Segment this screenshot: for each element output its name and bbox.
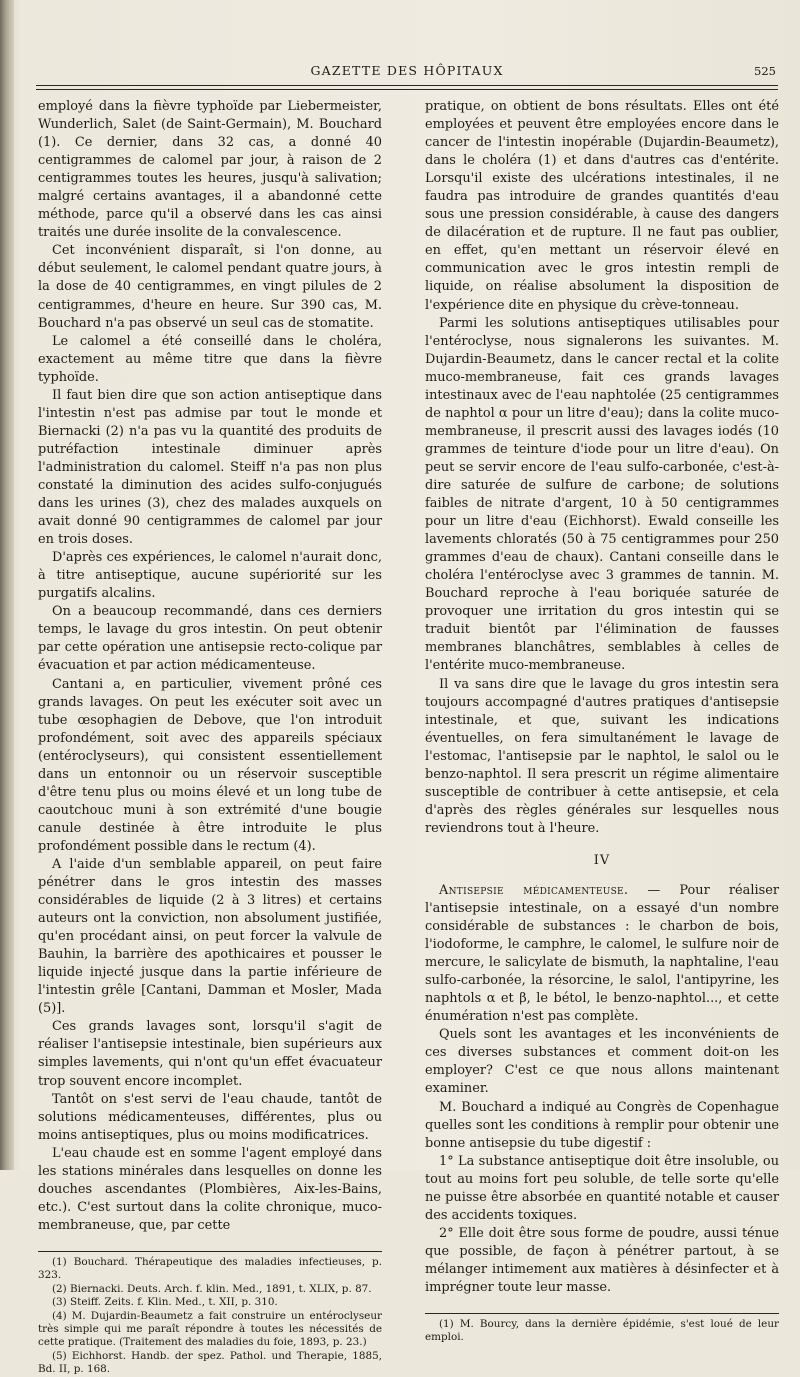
- paragraph: Parmi les solutions antiseptiques utilisables pour l'entéroclyse, nous signalerons les suivantes. M. Dujardin-Beaumetz, dans le cancer rectal et la colite muco-membraneuse, fait ces grands lavages intestinaux avec de l'eau naphtolée (25 centigrammes de naphtol α pour un litre d'eau); dans la colite muco-membraneuse, il prescrit aussi des lavages iodés (10 grammes de teinture d'iode pour un litre d'eau). On peut se servir encore de l'eau sulfo-carbonée, c'est-à-dire saturée de sulfure de carbone; de solutions faibles de nitrate d'argent, 10 à 50 centigrammes pour un litre d'eau (Eichhorst). Ewald conseille les lavements chloratés (50 à 75 centigrammes pour 250 grammes d'eau de chaux). Cantani conseille dans le choléra l'entéroclyse avec 3 grammes de tannin. M. Bouchard reproche à l'eau boriquée saturée de provoquer une irritation du gros intestin qui se traduit bientôt par l'élimination de fausses membranes blanchâtres, semblables à celles de l'entérite muco-membraneuse.: [425, 315, 779, 674]
- paragraph: M. Bouchard a indiqué au Congrès de Copenhague quelles sont les conditions à remplir pour obtenir une bonne antisepsie du tube digestif :: [425, 1099, 779, 1151]
- paragraph: pratique, on obtient de bons résultats. Elles ont été employées et peuvent être employées encore dans le cancer de l'intestin inopérable (Dujardin-Beaumetz), dans le choléra (1) et dans d'autres cas d'entérite. Lorsqu'il existe des ulcérations intestinales, il ne faudra pas introduire de grandes quantités d'eau sous une pression considérable, à cause des dangers de dilacération et de rupture. Il ne faut pas oublier, en effet, qu'en mettant un réservoir élevé en communication avec le gros intestin rempli de liquide, on réalise absolument la disposition de l'expérience dite en physique du crève-tonneau.: [425, 99, 779, 313]
- paragraph: employé dans la fièvre typhoïde par Liebermeister, Wunderlich, Salet (de Saint-Germain), M. Bouchard (1). Ce dernier, dans 32 cas, a donné 40 centigrammes de calomel par jour, à raison de 2 centigrammes toutes les heures, jusqu'à salivation; malgré certains avantages, il a abandonné cette méthode, parce qu'il a observé dans les cas ainsi traités une durée insolite de la convalescence.: [38, 99, 382, 241]
- footnote: (1) M. Bourcy, dans la dernière épidémie, s'est loué de leur emploi.: [425, 1318, 779, 1344]
- paragraph: 1° La substance antiseptique doit être insoluble, ou tout au moins fort peu soluble, de telle sorte qu'elle ne puisse être absorbée en quantité notable et causer des accidents toxiques.: [425, 1153, 779, 1223]
- paragraph: Le calomel a été conseillé dans le choléra, exactement au même titre que dans la fièvre typhoïde.: [38, 333, 382, 385]
- footnote-rule: [38, 1251, 382, 1252]
- footnote: (2) Biernacki. Deuts. Arch. f. klin. Med., 1891, t. XLIX, p. 87.: [52, 1282, 372, 1295]
- paragraph: 2° Elle doit être sous forme de poudre, aussi ténue que possible, de façon à pénétrer partout, à se mélanger intimement aux matières à désinfecter et à imprégner toute leur masse.: [425, 1225, 779, 1295]
- footnote: (5) Eichhorst. Handb. der spez. Pathol. und Therapie, 1885, Bd. II, p. 168.: [38, 1349, 382, 1376]
- right-column: [425, 98, 779, 1345]
- page-header: [36, 63, 778, 83]
- section-number: IV: [593, 852, 611, 868]
- header-rule: [36, 85, 778, 86]
- section-heading: Antisepsie médicamenteuse.: [439, 882, 629, 898]
- paragraph: Cantani a, en particulier, vivement prôné ces grands lavages. On peut les exécuter soit avec un tube œsophagien de Debove, que l'on introduit profondément, soit avec des appareils spéciaux (entéroclyseurs), qui consistent essentiellement dans un entonnoir ou un réservoir susceptible d'être tenu plus ou moins élevé et un long tube de caoutchouc muni à son extrémité d'une bougie canule destinée à être introduite le plus profondément possible dans le rectum (4).: [38, 676, 382, 854]
- section-paragraph: [425, 882, 779, 1026]
- paragraph: L'eau chaude est en somme l'agent employé dans les stations minérales dans lesquelles on donne les douches ascendantes (Plombières, Aix-les-Bains, etc.). C'est surtout dans la colite chronique, muco-membraneuse, que, par cette: [38, 1145, 382, 1233]
- footnote: (1) Bouchard. Thérapeutique des maladies infectieuses, p. 323.: [38, 1255, 382, 1282]
- section-text: — Pour réaliser l'antisepsie intestinale, on a essayé d'un nombre considérable de substances : le charbon de bois, l'iodoforme, le camphre, le calomel, le sulfure noir de mercure, le salicylate de bismuth, la naphtaline, l'eau sulfo-carbonée, la résorcine, le salol, l'antipyrine, les naphtols α et β, le bétol, le benzo-naphtol..., et cette énumération n'est pas complète.: [425, 882, 779, 1025]
- paragraph: On a beaucoup recommandé, dans ces derniers temps, le lavage du gros intestin. On peut obtenir par cette opération une antisepsie recto-colique par évacuation et par action médicamenteuse.: [38, 604, 382, 674]
- paragraph: A l'aide d'un semblable appareil, on peut faire pénétrer dans le gros intestin des masses considérables de liquide (2 à 3 litres) et certains auteurs ont la conviction, non absolument justifiée, qu'en procédant ainsi, on peut forcer la valvule de Bauhin, la barrière des apothicaires et pousser le liquide injecté jusque dans la partie inférieure de l'intestin grêle [Cantani, Damman et Mosler, Mada (5)].: [38, 856, 382, 1017]
- page-binding-edge: [0, 0, 14, 1170]
- page-number: 525: [754, 64, 776, 78]
- footnote: (4) M. Dujardin-Beaumetz a fait construire un entéroclyseur très simple qui me paraît répondre à toutes les nécessités de cette pratique. (Traitement des maladies du foie, 1893, p. 23.): [38, 1309, 382, 1349]
- paragraph: Il faut bien dire que son action antiseptique dans l'intestin n'est pas admise par tout le monde et Biernacki (2) n'a pas vu la quantité des produits de putréfaction intestinale diminuer après l'administration du calomel. Steiff n'a pas non plus constaté la diminution des acides sulfo-conjugués dans les urines (3), chez des malades auxquels on avait donné 90 centigrammes de calomel par jour en trois doses.: [38, 387, 382, 548]
- left-column: [38, 98, 382, 1377]
- footnote: (3) Steiff. Zeits. f. Klin. Med., t. XII, p. 310.: [52, 1296, 278, 1309]
- paragraph: Ces grands lavages sont, lorsqu'il s'agit de réaliser l'antisepsie intestinale, bien supérieurs aux simples lavements, qui n'ont qu'un effet évacuateur trop souvent encore incomplet.: [38, 1019, 382, 1089]
- paragraph: Il va sans dire que le lavage du gros intestin sera toujours accompagné d'autres pratiques d'antisepsie intestinale, et que, suivant les indications éventuelles, on fera simultanément le lavage de l'estomac, l'antisepsie par le naphtol, le salol ou le benzo-naphtol. Il sera prescrit un régime alimentaire susceptible de contribuer à cette antisepsie, et cela d'après des règles générales sur lesquelles nous reviendrons tout à l'heure.: [425, 676, 779, 836]
- paragraph: Tantôt on s'est servi de l'eau chaude, tantôt de solutions médicamenteuses, différentes, plus ou moins antiseptiques, plus ou moins modificatrices.: [38, 1091, 382, 1143]
- footnote-rule: [425, 1313, 779, 1314]
- running-title: GAZETTE DES HÔPITAUX: [310, 63, 504, 78]
- paragraph: Quels sont les avantages et les inconvénients de ces diverses substances et comment doit-on les employer? C'est ce que nous allons maintenant examiner.: [425, 1027, 779, 1097]
- header-rule-thin: [36, 89, 778, 90]
- paragraph: D'après ces expériences, le calomel n'aurait donc, à titre antiseptique, aucune supériorité sur les purgatifs alcalins.: [38, 550, 382, 602]
- paragraph: Cet inconvénient disparaît, si l'on donne, au début seulement, le calomel pendant quatre jours, à la dose de 40 centigrammes, en vingt pilules de 2 centigrammes, d'heure en heure. Sur 390 cas, M. Bouchard n'a pas observé un seul cas de stomatite.: [38, 243, 382, 331]
